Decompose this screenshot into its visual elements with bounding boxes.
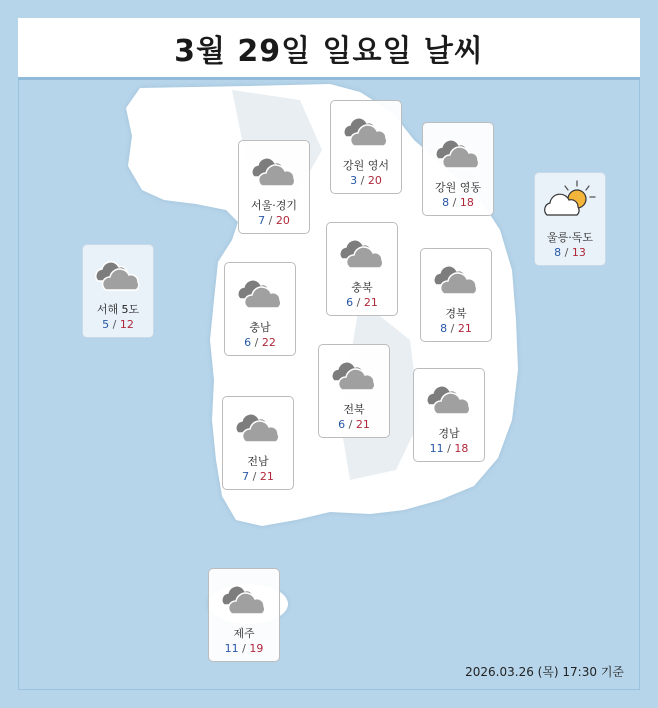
- cloudy-icon: [326, 359, 382, 393]
- card-chungnam: [224, 262, 296, 356]
- high-temp: 21: [457, 322, 472, 335]
- region-name: 강원 영서: [342, 159, 389, 172]
- cloudy-icon: [338, 115, 394, 149]
- region-name: 제주: [233, 627, 255, 640]
- temperature: 7 / 20: [258, 214, 290, 227]
- temperature: 6 / 21: [346, 296, 378, 309]
- cloudy-icon: [428, 263, 484, 297]
- cloudy-icon: [334, 237, 390, 271]
- cloudy-icon: [421, 383, 477, 417]
- partly-cloudy-icon: [541, 179, 599, 219]
- cloudy-icon: [246, 155, 302, 189]
- temperature: 3 / 20: [350, 174, 382, 187]
- low-temp: 3: [350, 174, 358, 187]
- region-name: 전북: [343, 403, 365, 416]
- high-temp: 20: [367, 174, 382, 187]
- temperature: 8 / 13: [554, 246, 586, 259]
- card-gangwon-west: [330, 100, 402, 194]
- region-name: 강원 영동: [434, 181, 481, 194]
- high-temp: 21: [259, 470, 274, 483]
- temperature: 8 / 18: [442, 196, 474, 209]
- temperature: 6 / 22: [244, 336, 276, 349]
- low-temp: 8: [554, 246, 562, 259]
- high-temp: 19: [249, 642, 264, 655]
- region-name: 서해 5도: [96, 303, 140, 316]
- card-gyeongnam: [413, 368, 485, 462]
- region-name: 전남: [247, 455, 269, 468]
- low-temp: 8: [442, 196, 450, 209]
- card-jeonnam: [222, 396, 294, 490]
- high-temp: 20: [275, 214, 290, 227]
- cloudy-icon: [230, 411, 286, 445]
- low-temp: 6: [338, 418, 346, 431]
- temperature: 7 / 21: [242, 470, 274, 483]
- card-gyeongbuk: [420, 248, 492, 342]
- low-temp: 6: [244, 336, 252, 349]
- region-name: 경남: [438, 427, 460, 440]
- low-temp: 11: [224, 642, 239, 655]
- low-temp: 5: [102, 318, 110, 331]
- region-name: 울릉·독도: [546, 231, 593, 244]
- card-jeonbuk: [318, 344, 390, 438]
- high-temp: 21: [363, 296, 378, 309]
- cloudy-icon: [232, 277, 288, 311]
- high-temp: 21: [355, 418, 370, 431]
- high-temp: 22: [261, 336, 276, 349]
- region-name: 서울·경기: [250, 199, 297, 212]
- page-title: 3월 29일 일요일 날씨: [174, 33, 484, 69]
- high-temp: 12: [119, 318, 134, 331]
- low-temp: 8: [440, 322, 448, 335]
- temperature: 6 / 21: [338, 418, 370, 431]
- card-seoul: [238, 140, 310, 234]
- card-gangwon-east: [422, 122, 494, 216]
- region-name: 충남: [249, 321, 271, 334]
- high-temp: 18: [459, 196, 474, 209]
- timestamp: 2026.03.26 (목) 17:30 기준: [465, 665, 624, 679]
- title-bar: [18, 18, 640, 80]
- high-temp: 18: [454, 442, 469, 455]
- high-temp: 13: [571, 246, 586, 259]
- card-chungbuk: [326, 222, 398, 316]
- temperature: 11 / 19: [224, 642, 264, 655]
- low-temp: 6: [346, 296, 354, 309]
- region-name: 충북: [351, 281, 373, 294]
- temperature: 8 / 21: [440, 322, 472, 335]
- temperature: 11 / 18: [429, 442, 469, 455]
- cloudy-icon: [216, 583, 272, 617]
- region-name: 경북: [445, 307, 467, 320]
- cloudy-icon: [430, 137, 486, 171]
- low-temp: 11: [429, 442, 444, 455]
- card-ulleung: [534, 172, 606, 266]
- low-temp: 7: [258, 214, 266, 227]
- card-seohae: [82, 244, 154, 338]
- low-temp: 7: [242, 470, 250, 483]
- card-jeju: [208, 568, 280, 662]
- temperature: 5 / 12: [102, 318, 134, 331]
- cloudy-icon: [90, 259, 146, 293]
